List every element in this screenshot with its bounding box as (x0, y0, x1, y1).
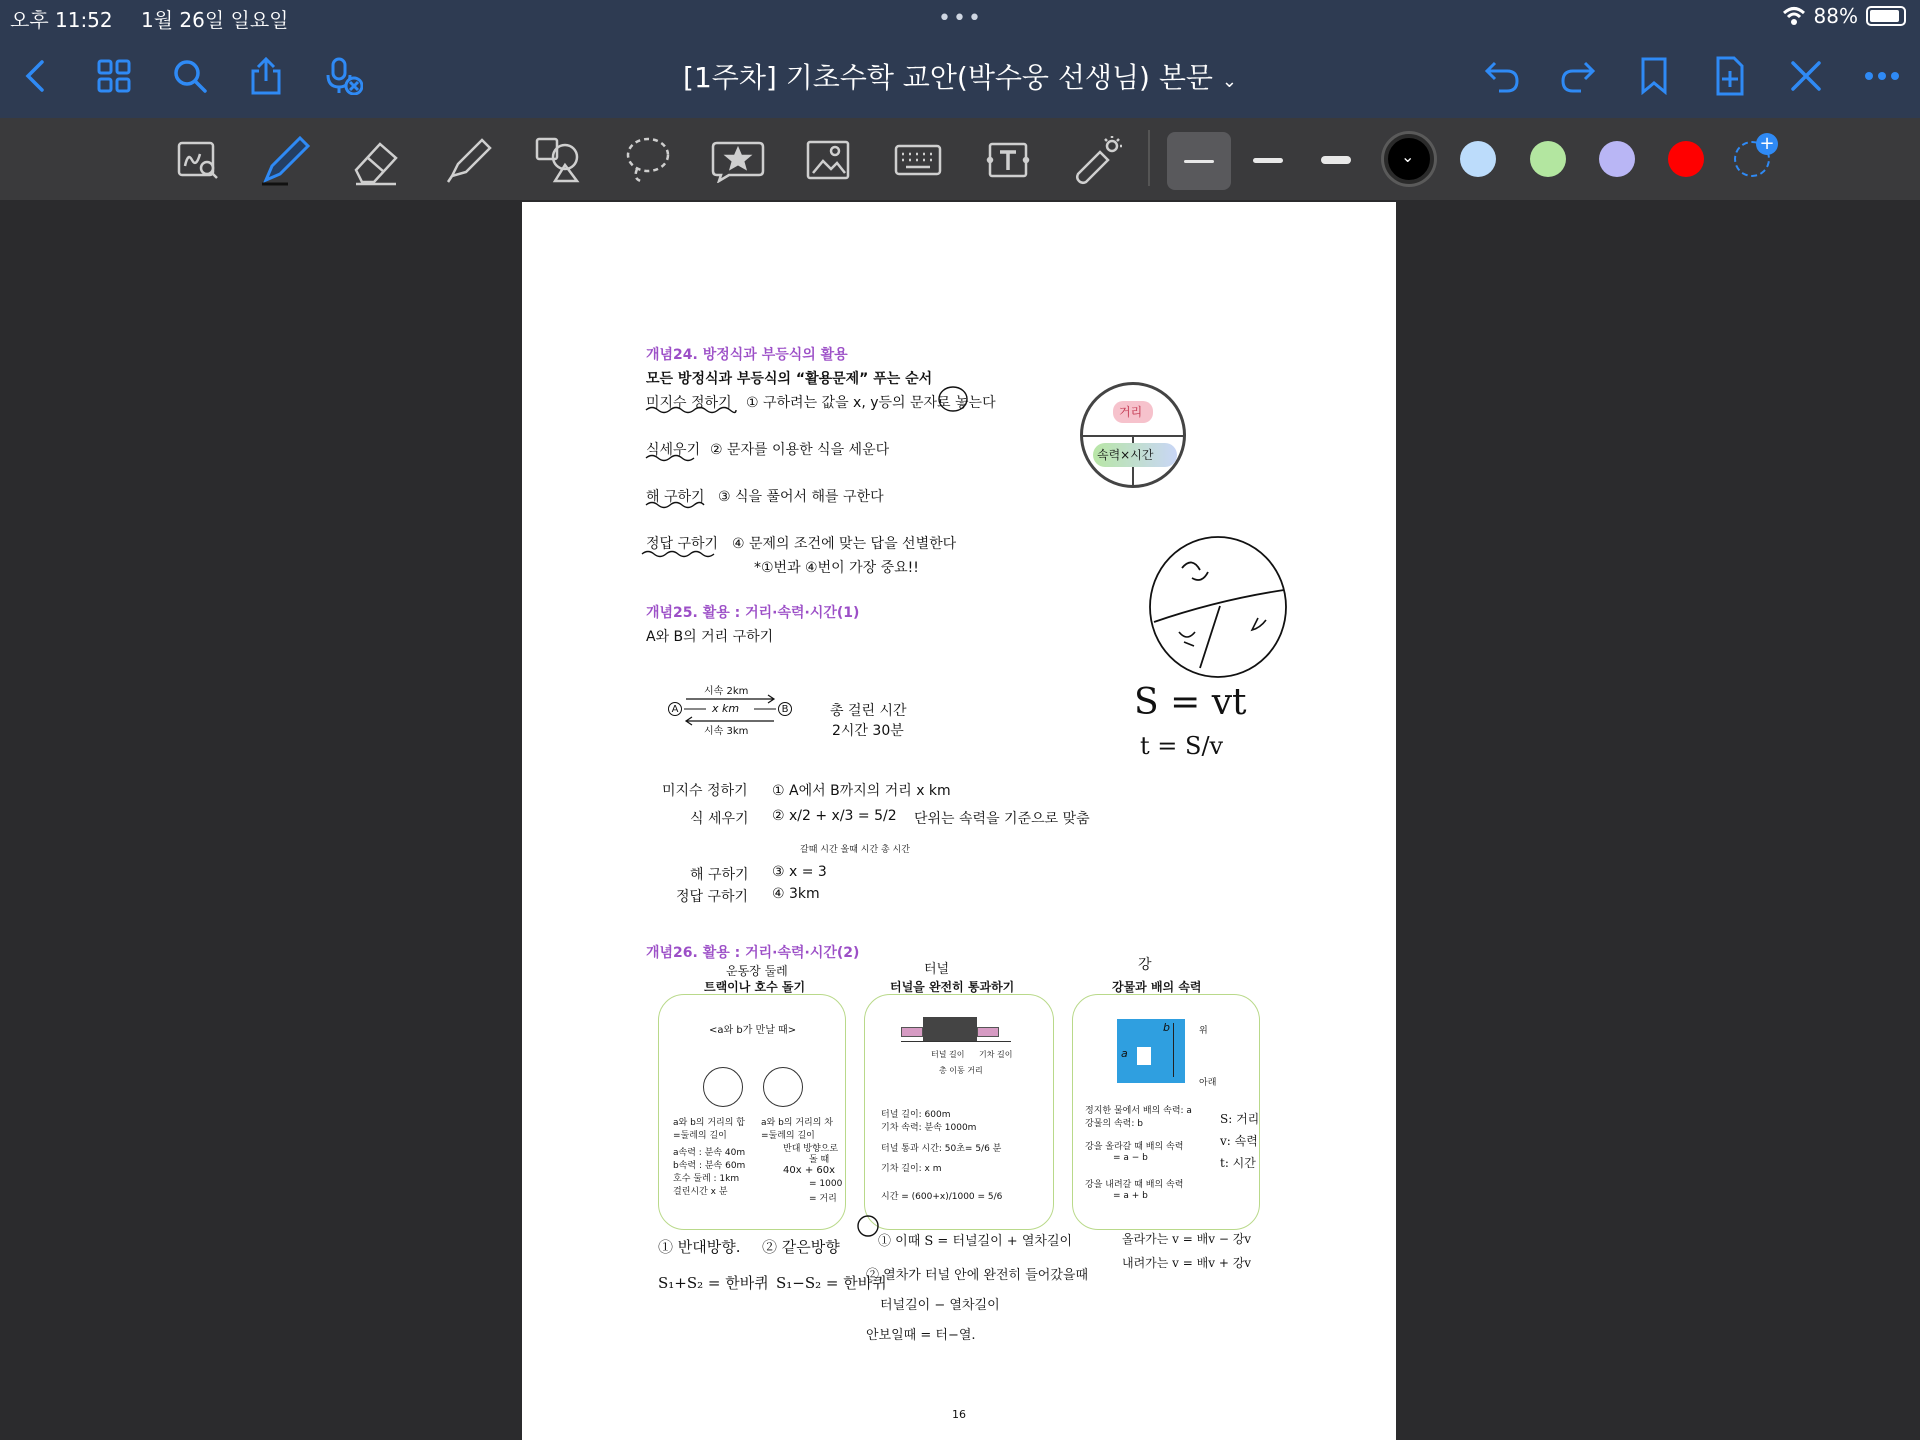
status-right (1782, 4, 1906, 28)
handwriting-ink-layer (522, 202, 1396, 1440)
more-icon[interactable] (1860, 54, 1904, 98)
circle-top-label: 거리 (1119, 405, 1143, 419)
battery-icon (1866, 6, 1906, 26)
point-a: A (668, 702, 682, 716)
s2-label: 식 세우기 (690, 811, 749, 827)
grid-icon[interactable] (92, 54, 136, 98)
text-box-icon[interactable] (980, 132, 1036, 188)
stroke-thick-button[interactable] (1308, 132, 1364, 188)
box1-line2-5: = 1000 (809, 1179, 843, 1189)
hand-legend-v: v: 속력 (1220, 1134, 1258, 1148)
document-title-text: [1주차] 기초수학 교안(박수웅 선생님) 본문 (683, 61, 1213, 94)
toolbar-divider (1148, 130, 1150, 186)
box2-line-0: 터널 길이: 600m (881, 1110, 951, 1120)
step4-text: ④ 문제의 조건에 맞는 답을 선별한다 (732, 536, 957, 552)
top-bar (0, 0, 1920, 118)
concept25-title: 개념25. 활용 : 거리·속력·시간(1) (646, 605, 860, 621)
s2-sub: 갈때 시간 올때 시간 총 시간 (800, 845, 910, 855)
color-light-green[interactable] (1530, 141, 1566, 177)
pen-icon[interactable] (258, 132, 314, 188)
box3-line-0: 정지한 물에서 배의 속력: a (1085, 1106, 1192, 1116)
multitask-dots-icon[interactable]: ••• (938, 6, 983, 31)
hand-note-5: ① 이때 S = 터널길이 + 열차길이 (878, 1234, 1073, 1249)
total-time-value: 2시간 30분 (832, 723, 904, 739)
shapes-icon[interactable] (530, 132, 586, 188)
s4-text: ④ 3km (772, 886, 820, 902)
box1-line2-6: = 거리 (809, 1194, 837, 1204)
box1-line2-0: a와 b의 거리의 차 (761, 1118, 833, 1128)
step4-label: 정답 구하기 (646, 536, 719, 552)
status-time: 오후 11:52 (10, 8, 113, 32)
hand-note-2: ② 같은방향 (762, 1238, 840, 1256)
point-b: B (778, 702, 792, 716)
document-page[interactable] (522, 202, 1396, 1440)
step3-label: 해 구하기 (646, 489, 705, 505)
box1-line2-4: 40x + 60x (783, 1165, 836, 1176)
step3-text: ③ 식을 풀어서 해를 구한다 (718, 489, 884, 505)
step2-text: ② 문자를 이용한 식을 세운다 (710, 442, 890, 458)
step1-label: 미지수 정하기 (646, 395, 732, 411)
step-note: *①번과 ④번이 가장 중요!! (754, 560, 919, 576)
hand-note-6: ② 열차가 터널 안에 완전히 들어갔을때 (866, 1268, 1089, 1283)
search-icon[interactable] (168, 54, 212, 98)
box3-line-2: 강을 올라갈 때 배의 속력 (1085, 1142, 1184, 1152)
box1-line-3: b속력 : 분속 60m (673, 1161, 746, 1171)
redo-icon[interactable] (1556, 54, 1600, 98)
stroke-thin-button[interactable] (1167, 132, 1231, 190)
step2-label: 식세우기 (646, 442, 701, 458)
status-date: 1월 26일 일요일 (141, 8, 289, 32)
page-number: 16 (952, 1408, 966, 1421)
s3-label: 해 구하기 (690, 867, 749, 883)
elements-sticker-icon[interactable] (710, 132, 766, 188)
share-icon[interactable] (244, 54, 288, 98)
hand-note-3: S₁+S₂ = 한바퀴 (658, 1274, 769, 1292)
box1-line-1: =둘레의 길이 (673, 1131, 727, 1141)
s3-text: ③ x = 3 (772, 864, 827, 880)
box1-head: <a와 b가 만날 때> (709, 1025, 797, 1036)
eraser-icon[interactable] (348, 132, 404, 188)
s1-label: 미지수 정하기 (662, 783, 748, 799)
concept25-subtitle: A와 B의 거리 구하기 (646, 629, 774, 645)
box3-line-1: 강물의 속력: b (1085, 1119, 1143, 1129)
add-page-icon[interactable] (1708, 54, 1752, 98)
tunnel-label-train: 기차 길이 (979, 1050, 1013, 1059)
handwriting-search-icon[interactable] (170, 132, 226, 188)
tunnel-label-length: 터널 길이 (931, 1050, 965, 1059)
hand-note-10: 내려가는 v = 배v + 강v (1122, 1256, 1252, 1270)
hand-note-9: 올라가는 v = 배v − 강v (1122, 1232, 1252, 1246)
mic-off-icon[interactable] (322, 54, 366, 98)
step1-text: ① 구하려는 값을 x, y등의 문자로 놓는다 (746, 395, 996, 411)
stroke-medium-button[interactable] (1240, 132, 1296, 188)
box1-title: 트랙이나 호수 돌기 (704, 980, 806, 994)
arrow-bottom-label: 시속 3km (704, 726, 749, 737)
hand-note-4: S₁−S₂ = 한바퀴 (776, 1274, 887, 1292)
river-up-label: 위 (1199, 1026, 1208, 1036)
color-light-blue[interactable] (1460, 141, 1496, 177)
concept24-title: 개념24. 방정식과 부등식의 활용 (646, 347, 848, 363)
close-icon[interactable] (1784, 54, 1828, 98)
river-b-label: b (1163, 1021, 1170, 1034)
box2-line-3: 기차 길이: x m (881, 1164, 942, 1174)
lasso-icon[interactable] (620, 132, 676, 188)
back-icon[interactable] (14, 54, 58, 98)
box3-line-4: 강을 내려갈 때 배의 속력 (1085, 1180, 1184, 1190)
s2-note: 단위는 속력을 기준으로 맞춤 (914, 811, 1090, 827)
hand-note-8: 안보일때 = 터−열. (866, 1328, 976, 1343)
status-bar (10, 4, 311, 33)
s2-text: ② x/2 + x/3 = 5/2 (772, 808, 897, 824)
stroke-thick-icon (1321, 156, 1351, 164)
chevron-down-icon: ⌄ (1221, 71, 1237, 92)
hand-note-1: ① 반대방향. (658, 1238, 741, 1256)
hand-formula-t: t = S/v (1140, 732, 1224, 760)
highlighter-icon[interactable] (440, 132, 496, 188)
hand-legend-t: t: 시간 (1220, 1156, 1256, 1170)
box1-line-0: a와 b의 거리의 합 (673, 1118, 745, 1128)
keyboard-icon[interactable] (890, 132, 946, 188)
box1-line2-2: 반대 방향으로 (783, 1144, 839, 1154)
hand-tunnel-note: 터널 (924, 962, 950, 977)
box3-title: 강물과 배의 속력 (1112, 980, 1202, 994)
arrow-mid-label: x km (712, 702, 740, 715)
box3-line-3: = a − b (1113, 1153, 1148, 1163)
color-lavender[interactable] (1599, 141, 1635, 177)
bookmark-icon[interactable] (1632, 54, 1676, 98)
concept24-subtitle: 모든 방정식과 부등식의 “활용문제” 푸는 순서 (646, 371, 933, 387)
box2-line-1: 기차 속력: 분속 1000m (881, 1123, 977, 1133)
box2-line-2: 터널 통과 시간: 50초= 5/6 분 (881, 1144, 1002, 1154)
box1-line2-1: =둘레의 길이 (761, 1131, 815, 1141)
box1-line2-3: 돌 때 (809, 1155, 830, 1165)
river-down-label: 아래 (1199, 1078, 1217, 1088)
plus-icon: + (1756, 133, 1778, 155)
river-a-label: a (1121, 1047, 1128, 1060)
s1-text: ① A에서 B까지의 거리 x km (772, 783, 951, 799)
stroke-thin-icon (1184, 160, 1214, 163)
hand-formula-svt: S = vt (1134, 682, 1247, 723)
hand-track-note: 운동장 둘레 (726, 964, 788, 978)
add-color-button[interactable] (1734, 133, 1775, 177)
s4-label: 정답 구하기 (676, 889, 749, 905)
box1-line-4: 호수 둘레 : 1km (673, 1174, 740, 1184)
undo-icon[interactable] (1480, 54, 1524, 98)
color-red[interactable] (1668, 141, 1704, 177)
concept26-title: 개념26. 활용 : 거리·속력·시간(2) (646, 945, 860, 961)
tunnel-label-total: 총 이동 거리 (939, 1066, 983, 1075)
stroke-medium-icon (1253, 158, 1283, 163)
chevron-down-icon: ⌄ (1401, 147, 1415, 166)
document-title[interactable] (680, 56, 1240, 96)
total-time-label: 총 걸린 시간 (830, 703, 907, 719)
box1-line-2: a속력 : 분속 40m (673, 1148, 746, 1158)
circle-bottom-label: 속력×시간 (1097, 448, 1154, 462)
box3-line-5: = a + b (1113, 1191, 1148, 1201)
battery-percent: 88% (1813, 4, 1858, 28)
box2-line-4: 시간 = (600+x)/1000 = 5/6 (881, 1192, 1003, 1202)
hand-legend-s: S: 거리 (1220, 1112, 1260, 1126)
image-icon[interactable] (800, 132, 856, 188)
box1-line-5: 걸린시간 x 분 (673, 1187, 728, 1197)
color-black-selected[interactable] (1384, 134, 1434, 184)
hand-note-7: 터널길이 − 열차길이 (880, 1298, 1000, 1313)
nav-bar (0, 50, 1920, 102)
laser-pointer-icon[interactable] (1070, 132, 1126, 188)
arrow-top-label: 시속 2km (704, 686, 749, 697)
hand-river-note: 강 (1138, 957, 1152, 973)
wifi-icon (1782, 6, 1806, 26)
box2-title: 터널을 완전히 통과하기 (890, 980, 1015, 994)
